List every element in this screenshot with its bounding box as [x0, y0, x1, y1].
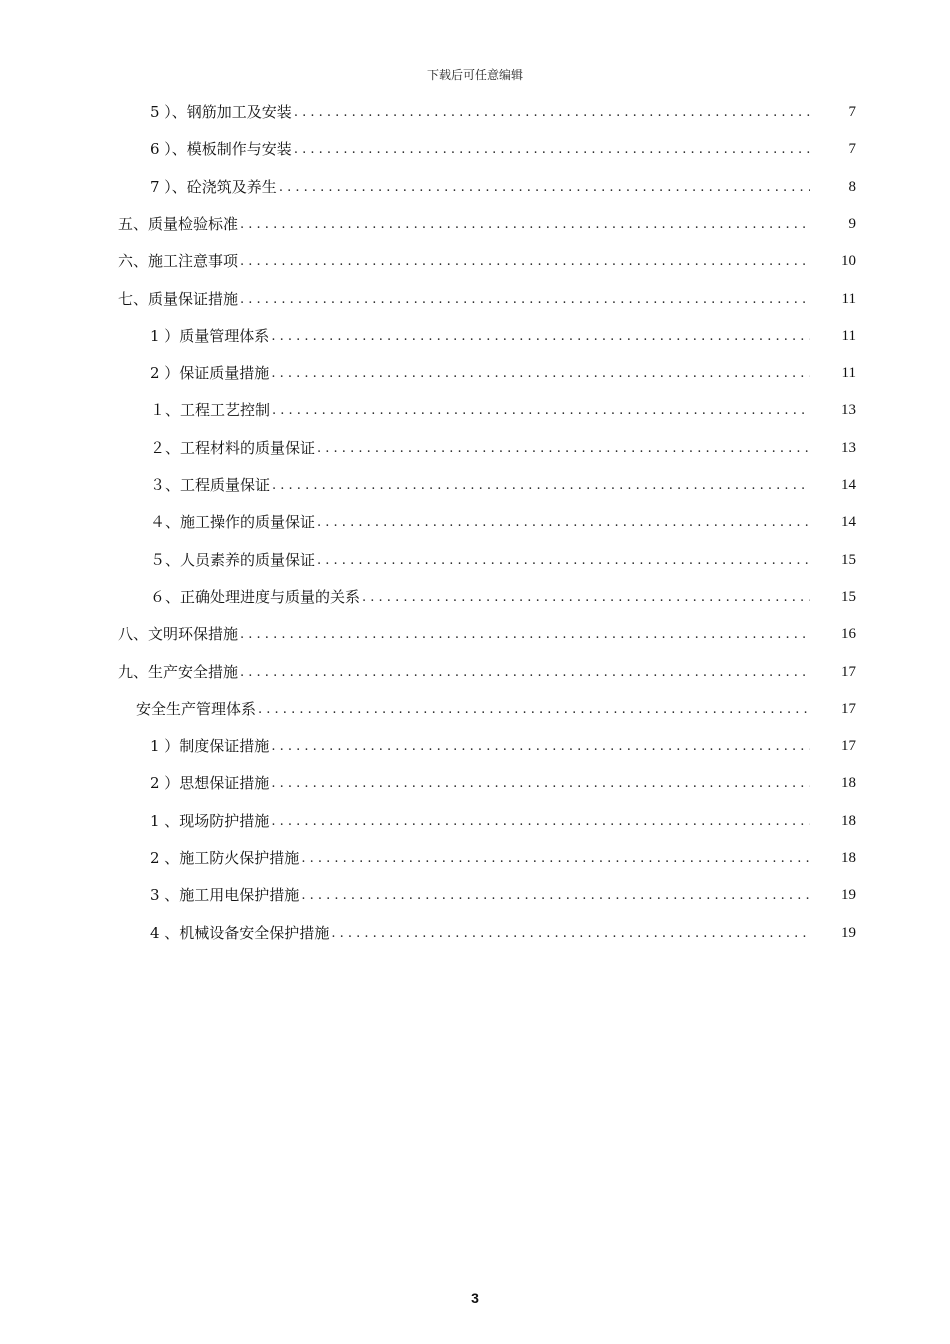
- toc-entry-label: 1 ）质量管理体系: [150, 326, 270, 345]
- toc-entry-label: 五、质量检验标准: [118, 214, 239, 233]
- toc-entry[interactable]: [150, 318, 856, 355]
- toc-entry-page: 13: [841, 439, 856, 456]
- toc-entry-label: 6 ）、模板制作与安装: [150, 140, 292, 159]
- toc-entry-label: ５、人员素养的质量保证: [150, 550, 316, 569]
- toc-entry-page: 11: [841, 327, 856, 344]
- toc-entry[interactable]: [150, 803, 856, 840]
- toc-dot-leader: [240, 281, 810, 318]
- toc-entry-page: 15: [841, 551, 856, 568]
- toc-dot-leader: [317, 430, 810, 467]
- toc-dot-leader: [272, 392, 810, 429]
- toc-entry-label: 3 、施工用电保护措施: [150, 886, 300, 905]
- toc-entry-label: ２、工程材料的质量保证: [150, 438, 316, 457]
- toc-entry-label: 7 ）、砼浇筑及养生: [150, 177, 277, 196]
- toc-entry-label: 2 ）思想保证措施: [150, 774, 270, 793]
- toc-entry-page: 18: [841, 775, 856, 792]
- toc-entry-page: 7: [848, 104, 856, 120]
- toc-entry[interactable]: [118, 616, 856, 653]
- toc-dot-leader: [362, 579, 810, 616]
- toc-entry-label: 六、施工注意事项: [118, 252, 239, 271]
- toc-entry-label: 1 、现场防护措施: [150, 811, 270, 830]
- toc-entry[interactable]: [150, 877, 856, 914]
- toc-entry-label: 4 、机械设备安全保护措施: [150, 923, 330, 942]
- toc-entry[interactable]: [150, 840, 856, 877]
- toc-entry-page: 18: [841, 812, 856, 829]
- header-note: 下载后可任意编辑: [426, 68, 523, 82]
- toc-entry-page: 7: [848, 141, 856, 158]
- toc-entry-page: 19: [841, 887, 856, 904]
- toc-entry-label: 八、文明环保措施: [118, 625, 239, 644]
- toc-entry[interactable]: [118, 654, 856, 691]
- toc-entry[interactable]: [150, 504, 856, 541]
- toc-entry-page: 17: [841, 738, 856, 755]
- toc-entry[interactable]: [150, 355, 856, 392]
- toc-entry-page: 17: [841, 663, 856, 680]
- toc-entry-page: 18: [841, 850, 856, 866]
- toc-entry[interactable]: [150, 392, 856, 429]
- toc-entry-label: 九、生产安全措施: [118, 662, 239, 681]
- toc-dot-leader: [294, 94, 810, 131]
- toc-dot-leader: [317, 542, 810, 579]
- toc-entry-label: 安全生产管理体系: [136, 699, 257, 718]
- toc-entry[interactable]: [136, 691, 856, 728]
- toc-entry-label: ３、工程质量保证: [150, 476, 271, 494]
- toc-dot-leader: [258, 691, 810, 728]
- toc-entry-page: 8: [848, 178, 856, 195]
- toc-entry-page: 19: [841, 924, 856, 941]
- toc-entry[interactable]: [118, 206, 856, 243]
- toc-entry-page: 16: [841, 626, 856, 643]
- toc-entry-page: 15: [841, 588, 856, 605]
- toc-entry-label: 5 ）、钢筋加工及安装: [150, 103, 292, 121]
- toc-entry-label: ６、正确处理进度与质量的关系: [150, 587, 361, 606]
- toc-entry[interactable]: [150, 131, 856, 168]
- toc-entry-label: １、工程工艺控制: [150, 401, 271, 420]
- toc-dot-leader: [331, 915, 810, 952]
- toc-entry[interactable]: [118, 243, 856, 280]
- page-number: 3: [471, 1290, 479, 1306]
- toc-dot-leader: [271, 355, 810, 392]
- toc-entry[interactable]: [150, 915, 856, 952]
- toc-entry[interactable]: [150, 728, 856, 765]
- toc-dot-leader: [301, 877, 810, 914]
- toc-entry[interactable]: [150, 467, 856, 504]
- toc-dot-leader: [271, 765, 810, 802]
- toc-entry-page: 17: [841, 700, 856, 717]
- toc-entry-label: 2 ）保证质量措施: [150, 364, 270, 383]
- toc-dot-leader: [240, 654, 810, 691]
- toc-dot-leader: [271, 803, 810, 840]
- toc-dot-leader: [272, 467, 810, 504]
- toc-entry-page: 13: [841, 402, 856, 419]
- toc-entry-page: 14: [841, 477, 856, 493]
- toc-dot-leader: [294, 131, 810, 168]
- toc-dot-leader: [240, 243, 810, 280]
- toc-entry-page: 11: [841, 365, 856, 382]
- toc-entry-page: 11: [841, 290, 856, 307]
- toc-entry-page: 14: [841, 514, 856, 531]
- toc-entry[interactable]: [150, 542, 856, 579]
- toc-entry-label: 1 ）制度保证措施: [150, 737, 270, 756]
- toc-dot-leader: [271, 728, 810, 765]
- toc-dot-leader: [271, 318, 810, 355]
- toc-entry[interactable]: [150, 579, 856, 616]
- toc-entry-label: ４、施工操作的质量保证: [150, 513, 316, 532]
- toc-entry[interactable]: [118, 281, 856, 318]
- toc-entry-page: 9: [848, 215, 856, 232]
- toc-entry-label: 2 、施工防火保护措施: [150, 849, 300, 867]
- toc-entry-page: 10: [841, 253, 856, 270]
- toc-dot-leader: [301, 840, 810, 877]
- toc-dot-leader: [317, 504, 810, 541]
- toc-entry[interactable]: [150, 765, 856, 802]
- toc-dot-leader: [240, 616, 810, 653]
- toc-entry[interactable]: [150, 169, 856, 206]
- toc-entry-label: 七、质量保证措施: [118, 289, 239, 308]
- toc-entry[interactable]: [150, 430, 856, 467]
- toc-entry[interactable]: [150, 94, 856, 131]
- toc-dot-leader: [240, 206, 810, 243]
- toc-dot-leader: [279, 169, 810, 206]
